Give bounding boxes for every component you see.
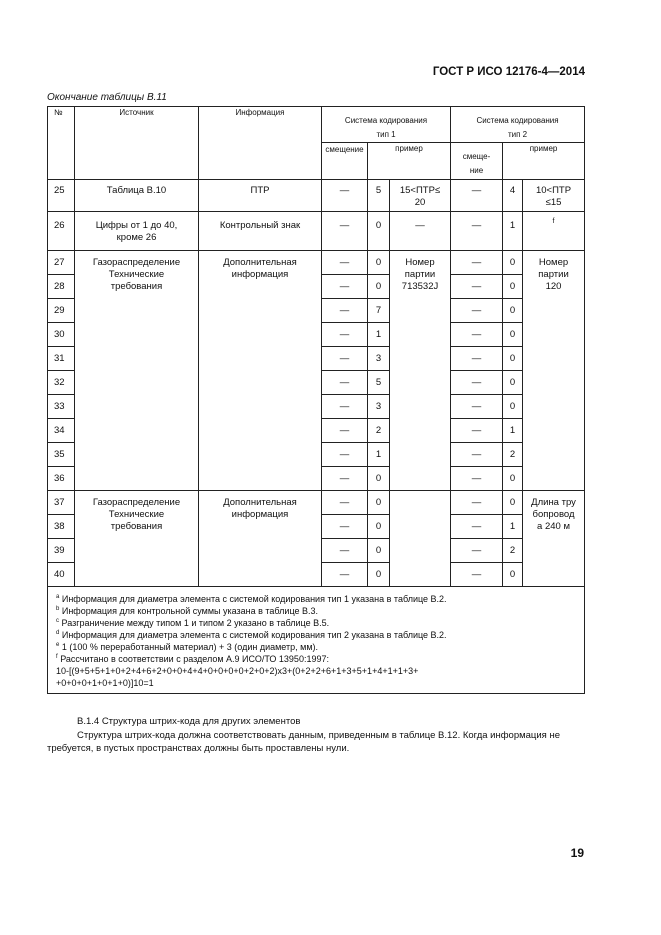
row-number: 33	[48, 395, 75, 419]
value-2-cell: 0	[503, 299, 523, 323]
example-1-cell: —	[390, 212, 451, 251]
table-notes	[48, 587, 585, 694]
info-cell: Контрольный знак	[199, 212, 322, 251]
value-1-cell: 5	[368, 371, 390, 395]
offset-2-cell: —	[451, 491, 503, 515]
offset-1-cell: —	[322, 323, 368, 347]
source-cell: Цифры от 1 до 40, кроме 26	[75, 212, 199, 251]
row-number: 35	[48, 443, 75, 467]
offset-1-cell: —	[322, 212, 368, 251]
value-1-cell: 1	[368, 443, 390, 467]
offset-2-cell: —	[451, 515, 503, 539]
row-number: 31	[48, 347, 75, 371]
source-cell: Газораспределение Технические требования	[75, 491, 199, 587]
table-row	[48, 251, 585, 275]
row-number: 40	[48, 563, 75, 587]
page-number: 19	[570, 846, 584, 860]
value-2-cell: 0	[503, 251, 523, 275]
data-table	[47, 106, 585, 694]
source-cell: Газораспределение Технические требования	[75, 251, 199, 491]
header-offset-1: смещение	[322, 143, 368, 180]
offset-1-cell: —	[322, 299, 368, 323]
value-2-cell: 2	[503, 443, 523, 467]
offset-2-cell: —	[451, 371, 503, 395]
header-example-2: пример	[503, 143, 585, 180]
offset-2-cell: —	[451, 467, 503, 491]
header-system-1: Система кодирования тип 1	[322, 107, 451, 143]
value-1-cell: 0	[368, 251, 390, 275]
offset-2-cell: —	[451, 563, 503, 587]
offset-1-cell: —	[322, 467, 368, 491]
example-1-cell	[390, 491, 451, 587]
example-2-cell: Номер партии 120	[523, 251, 585, 491]
footnote-b: $^b$ Информация для контрольной суммы указана в таблице B.3.	[56, 606, 319, 616]
row-number: 25	[48, 180, 75, 212]
offset-1-cell: —	[322, 515, 368, 539]
footnote-a: $^a$ Информация для диаметра элемента с системой кодирования тип 1 указана в таблице B.2.	[56, 594, 447, 604]
value-2-cell: 0	[503, 275, 523, 299]
section-heading: B.1.4 Структура штрих-кода для других элементов	[77, 716, 301, 727]
info-cell: ПТР	[199, 180, 322, 212]
value-2-cell: 0	[503, 323, 523, 347]
footnote-c: $^c$ Разграничение между типом 1 и типом 2 указано в таблице B.5.	[56, 618, 330, 628]
value-2-cell: 4	[503, 180, 523, 212]
value-2-cell: 2	[503, 539, 523, 563]
row-number: 37	[48, 491, 75, 515]
example-1-cell: Номер партии 713532J	[390, 251, 451, 491]
offset-1-cell: —	[322, 419, 368, 443]
value-2-cell: 0	[503, 371, 523, 395]
row-number: 30	[48, 323, 75, 347]
offset-2-cell: —	[451, 347, 503, 371]
value-1-cell: 2	[368, 419, 390, 443]
example-2-cell: 10<ПТР ≤15	[523, 180, 585, 212]
header-num: №	[48, 107, 75, 180]
offset-2-cell: —	[451, 275, 503, 299]
value-1-cell: 0	[368, 467, 390, 491]
value-1-cell: 0	[368, 212, 390, 251]
value-1-cell: 0	[368, 539, 390, 563]
footnote-f: $^f$ Рассчитано в соответствии с разделом A.9 ИСО/ТО 13950:1997:	[56, 654, 329, 664]
value-1-cell: 3	[368, 395, 390, 419]
example-2-cell: Длина трубопровода 240 м	[523, 491, 585, 587]
footnote-e: $^e$ 1 (100 % переработанный материал) + 3 (один диаметр, мм).	[56, 642, 319, 652]
row-number: 38	[48, 515, 75, 539]
value-1-cell: 0	[368, 491, 390, 515]
source-cell: Таблица B.10	[75, 180, 199, 212]
value-2-cell: 1	[503, 515, 523, 539]
table-row	[48, 491, 585, 515]
value-2-cell: 0	[503, 467, 523, 491]
offset-1-cell: —	[322, 371, 368, 395]
offset-2-cell: —	[451, 180, 503, 212]
offset-1-cell: —	[322, 563, 368, 587]
offset-1-cell: —	[322, 347, 368, 371]
offset-1-cell: —	[322, 180, 368, 212]
offset-1-cell: —	[322, 491, 368, 515]
header-source: Источник	[75, 107, 199, 180]
row-number: 34	[48, 419, 75, 443]
offset-2-cell: —	[451, 419, 503, 443]
offset-1-cell: —	[322, 539, 368, 563]
formula-line-2: +0+0+0+1+0+1+0)]10=1	[56, 678, 154, 688]
body-paragraph: Структура штрих-кода должна соответствовать данным, приведенным в таблице B.12. Когда информация не требуется, в пустых пространствах должны быть проставлены нули.	[47, 730, 560, 754]
value-1-cell: 7	[368, 299, 390, 323]
table-caption: Окончание таблицы B.11	[47, 92, 167, 103]
formula-line-1: 10-[(9+5+5+1+0+2+4+6+2+0+0+4+4+0+0+0+0+2+0+2)x3+(0+2+2+6+1+3+5+1+4+1+1+3+	[56, 666, 419, 676]
value-2-cell: 0	[503, 347, 523, 371]
header-system-2: Система кодирования тип 2	[451, 107, 585, 143]
offset-2-cell: —	[451, 212, 503, 251]
offset-2-cell: —	[451, 299, 503, 323]
value-2-cell: 0	[503, 563, 523, 587]
example-1-cell: 15<ПТР≤ 20	[390, 180, 451, 212]
footnote-d: $^d$ Информация для диаметра элемента с системой кодирования тип 2 указана в таблице B.2.	[56, 630, 447, 640]
header-offset-2: смеще-ние	[451, 143, 503, 180]
value-2-cell: 1	[503, 419, 523, 443]
table-row	[48, 212, 585, 251]
info-cell: Дополнительная информация	[199, 491, 322, 587]
value-1-cell: 0	[368, 563, 390, 587]
row-number: 28	[48, 275, 75, 299]
offset-1-cell: —	[322, 395, 368, 419]
offset-2-cell: —	[451, 395, 503, 419]
header-info: Информация	[199, 107, 322, 180]
row-number: 39	[48, 539, 75, 563]
value-1-cell: 0	[368, 275, 390, 299]
value-1-cell: 5	[368, 180, 390, 212]
row-number: 32	[48, 371, 75, 395]
info-cell: Дополнительная информация	[199, 251, 322, 491]
offset-2-cell: —	[451, 443, 503, 467]
row-number: 27	[48, 251, 75, 275]
offset-2-cell: —	[451, 539, 503, 563]
value-1-cell: 1	[368, 323, 390, 347]
value-2-cell: 0	[503, 395, 523, 419]
value-1-cell: 3	[368, 347, 390, 371]
row-number: 26	[48, 212, 75, 251]
value-1-cell: 0	[368, 515, 390, 539]
header-example-1: пример	[368, 143, 451, 180]
table-row	[48, 180, 585, 212]
offset-1-cell: —	[322, 275, 368, 299]
offset-2-cell: —	[451, 251, 503, 275]
value-2-cell: 0	[503, 491, 523, 515]
row-number: 36	[48, 467, 75, 491]
offset-1-cell: —	[322, 251, 368, 275]
row-number: 29	[48, 299, 75, 323]
value-2-cell: 1	[503, 212, 523, 251]
example-2-cell: f	[523, 212, 585, 251]
offset-1-cell: —	[322, 443, 368, 467]
document-id: ГОСТ Р ИСО 12176-4—2014	[432, 66, 585, 78]
offset-2-cell: —	[451, 323, 503, 347]
